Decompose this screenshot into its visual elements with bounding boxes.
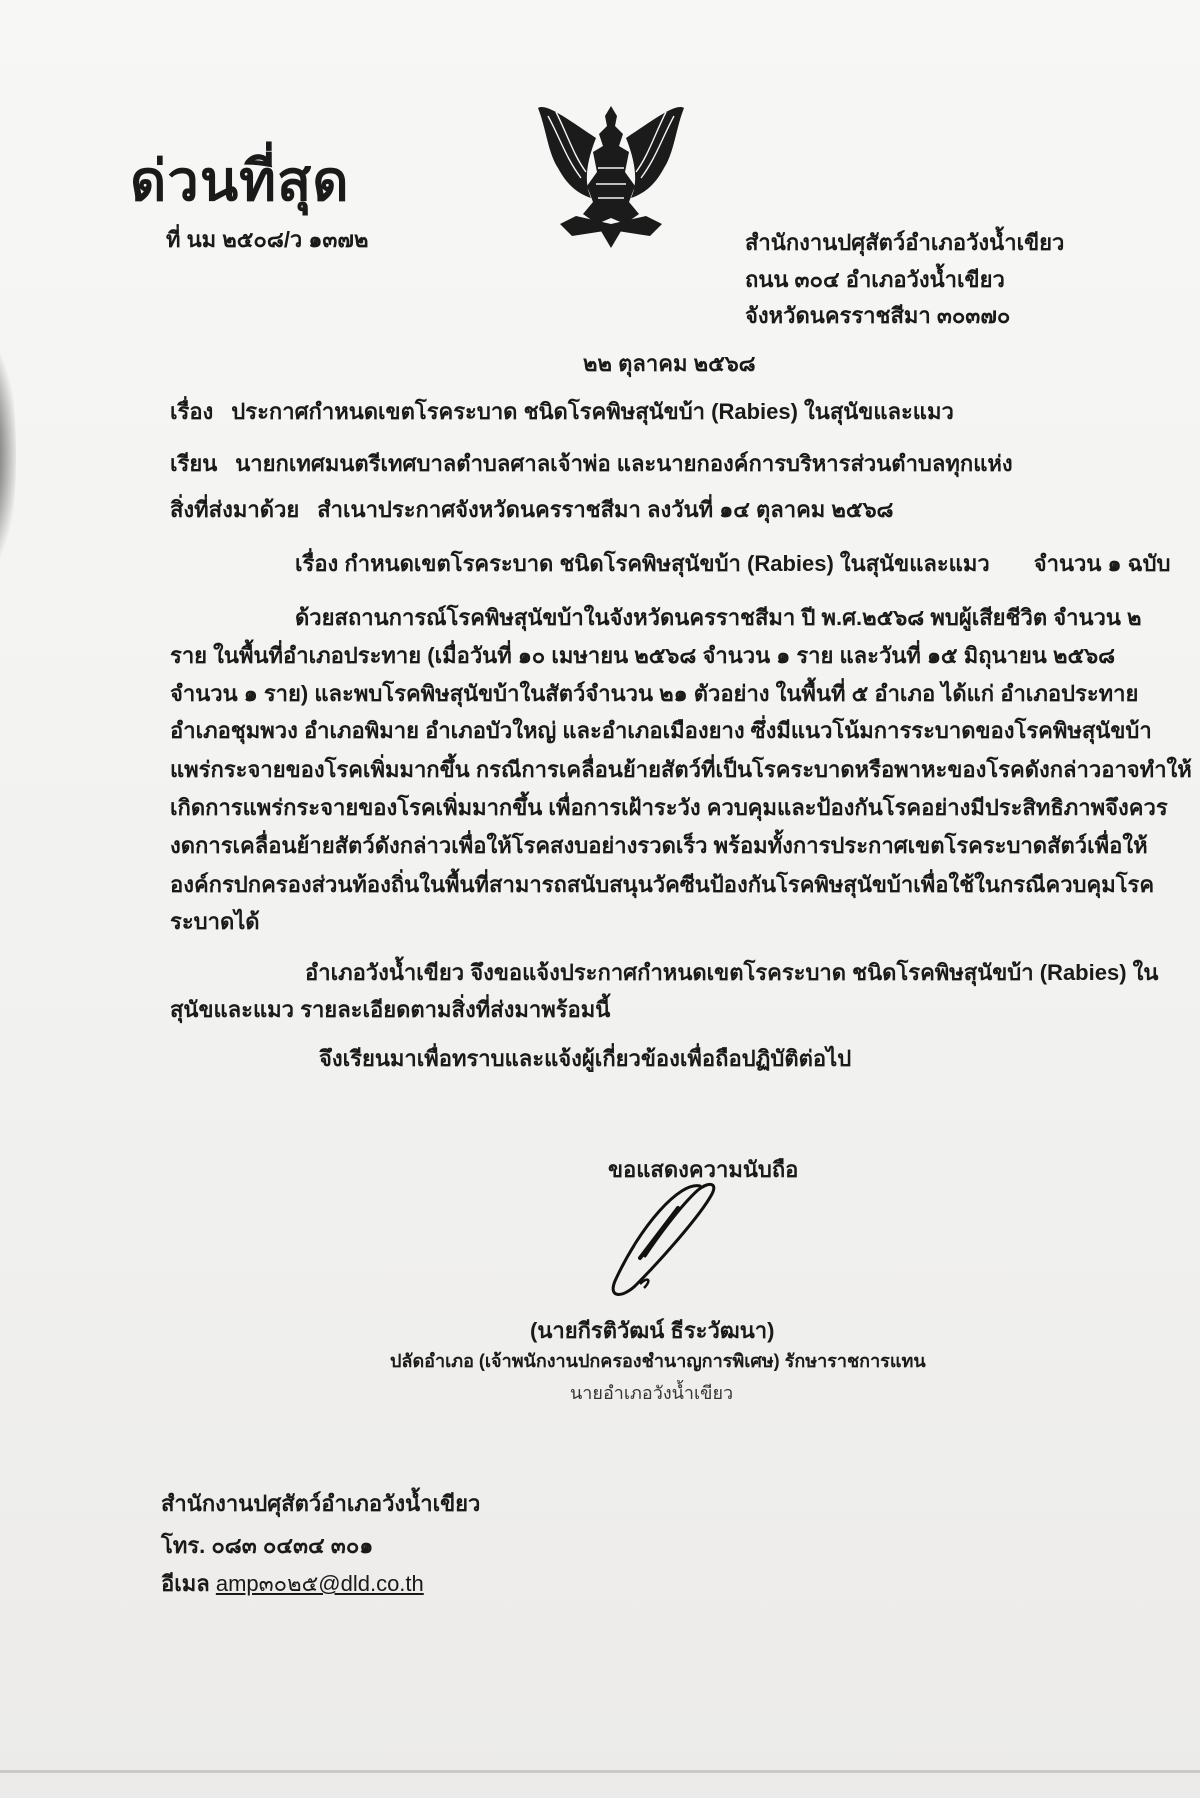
subject-row (170, 394, 954, 429)
office-address-line-1: สำนักงานปศุสัตว์อำเภอวังน้ำเขียว (745, 230, 1065, 255)
office-address-line-3: จังหวัดนครราชสีมา ๓๐๓๗๐ (745, 303, 1011, 328)
footer-phone: โทร. ๐๘๓ ๐๔๓๔ ๓๐๑ (161, 1533, 374, 1558)
paragraph-1-line: งดการเคลื่อนย้ายสัตว์ดังกล่าวเพื่อให้โรคสงบอย่างรวดเร็ว พร้อมทั้งการประกาศเขตโรคระบาดสัตว์เพื่อให้ (170, 833, 1148, 858)
recipient-row (170, 446, 1013, 481)
enclosure-detail-row (295, 546, 1171, 581)
subject-label: เรื่อง (170, 399, 214, 424)
footer-email-row (161, 1566, 424, 1601)
enclosure-label: สิ่งที่ส่งมาด้วย (170, 497, 300, 522)
paragraph-1-line: จำนวน ๑ ราย) และพบโรคพิษสุนัขบ้าในสัตว์จำนวน ๒๑ ตัวอย่าง ในพื้นที่ ๕ อำเภอ ได้แก่ อำเภอประทาย (170, 681, 1139, 706)
paragraph-2-line: สุนัขและแมว รายละเอียดตามสิ่งที่ส่งมาพร้อมนี้ (170, 997, 611, 1022)
garuda-emblem-icon (536, 98, 686, 250)
paragraph-1-line: ราย ในพื้นที่อำเภอประทาย (เมื่อวันที่ ๑๐ เมษายน ๒๕๖๘ จำนวน ๑ ราย และวันที่ ๑๕ มิถุนายน ๒๕๖๘ (170, 643, 1116, 668)
footer-email-label: อีเมล (161, 1571, 210, 1596)
paragraph-1-line: องค์กรปกครองส่วนท้องถิ่นในพื้นที่สามารถสนับสนุนวัคซีนป้องกันโรคพิษสุนัขบ้าเพื่อใช้ในกรณีควบคุมโรค (170, 872, 1155, 897)
signatory-position: ปลัดอำเภอ (เจ้าพนักงานปกครองชำนาญการพิเศษ) รักษาราชการแทน (390, 1351, 926, 1371)
document-date: ๒๒ ตุลาคม ๒๕๖๘ (583, 351, 756, 376)
paragraph-2-line: อำเภอวังน้ำเขียว จึงขอแจ้งประกาศกำหนดเขตโรคระบาด ชนิดโรคพิษสุนัขบ้า (Rabies) ใน (305, 960, 1159, 985)
scan-shadow (0, 330, 16, 580)
recipient-label: เรียน (170, 451, 218, 476)
footer-office: สำนักงานปศุสัตว์อำเภอวังน้ำเขียว (161, 1491, 481, 1516)
urgency-stamp: ด่วนที่สุด (130, 149, 350, 212)
enclosure-quantity: จำนวน ๑ ฉบับ (1033, 551, 1171, 576)
scan-edge-line (0, 1770, 1200, 1773)
paragraph-1-line: ด้วยสถานการณ์โรคพิษสุนัขบ้าในจังหวัดนครราชสีมา ปี พ.ศ.๒๕๖๘ พบผู้เสียชีวิต จำนวน ๒ (295, 605, 1142, 630)
paragraph-1-line: เกิดการแพร่กระจายของโรคเพิ่มมากขึ้น เพื่อการเฝ้าระวัง ควบคุมและป้องกันโรคอย่างมีประสิทธิภาพจึงควร (170, 795, 1168, 820)
signatory-name: (นายกีรติวัฒน์ ธีระวัฒนา) (530, 1318, 775, 1343)
paragraph-1-line: แพร่กระจายของโรคเพิ่มมากขึ้น กรณีการเคลื่อนย้ายสัตว์ที่เป็นโรคระบาดหรือพาหะของโรคดังกล่าวอาจทำให้ (170, 757, 1192, 782)
closing-salutation: ขอแสดงความนับถือ (608, 1157, 799, 1182)
subject-text: ประกาศกำหนดเขตโรคระบาด ชนิดโรคพิษสุนัขบ้า (Rabies) ในสุนัขและแมว (231, 399, 954, 424)
handwritten-signature (600, 1176, 730, 1302)
paragraph-1-line: อำเภอชุมพวง อำเภอพิมาย อำเภอบัวใหญ่ และอำเภอเมืองยาง ซึ่งมีแนวโน้มการระบาดของโรคพิษสุนัขบ้า (170, 718, 1152, 743)
office-address-line-2: ถนน ๓๐๔ อำเภอวังน้ำเขียว (745, 267, 1005, 292)
enclosure-text: สำเนาประกาศจังหวัดนครราชสีมา ลงวันที่ ๑๔ ตุลาคม ๒๕๖๘ (317, 497, 894, 522)
reference-number: ที่ นม ๒๕๐๘/ว ๑๓๗๒ (166, 227, 369, 252)
enclosure-row (170, 492, 894, 527)
enclosure-detail: เรื่อง กำหนดเขตโรคระบาด ชนิดโรคพิษสุนัขบ้า (Rabies) ในสุนัขและแมว (295, 551, 990, 576)
paragraph-1-line: ระบาดได้ (170, 909, 260, 934)
closing-request: จึงเรียนมาเพื่อทราบและแจ้งผู้เกี่ยวข้องเพื่อถือปฏิบัติต่อไป (319, 1046, 852, 1071)
signatory-position-2: นายอำเภอวังน้ำเขียว (570, 1383, 734, 1403)
footer-email-link[interactable]: amp๓๐๒๕@dld.co.th (215, 1571, 424, 1596)
recipient-text: นายกเทศมนตรีเทศบาลตำบลศาลเจ้าพ่อ และนายกองค์การบริหารส่วนตำบลทุกแห่ง (235, 451, 1013, 476)
